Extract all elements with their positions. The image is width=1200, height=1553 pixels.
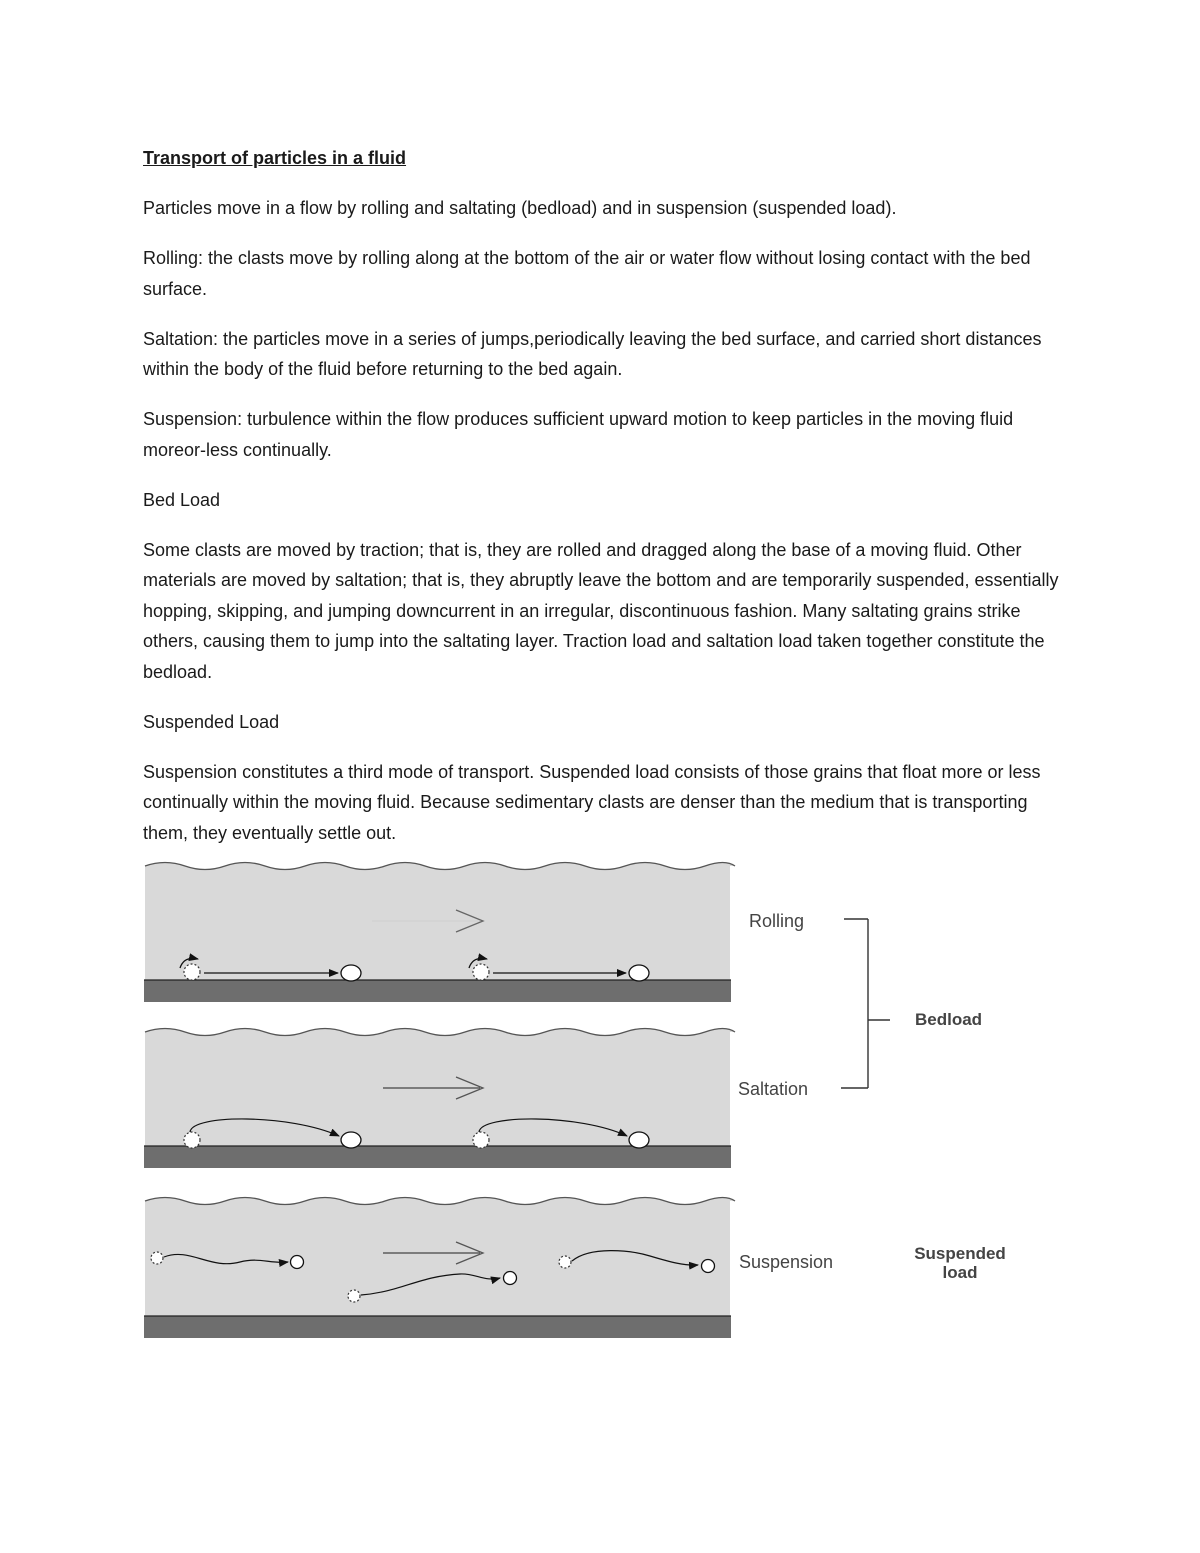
label-saltation: Saltation [738, 1079, 809, 1099]
transport-modes-figure [140, 852, 1040, 1347]
saltation-panel [144, 1029, 735, 1169]
suspension-panel [144, 1198, 735, 1339]
paragraph-bed-load: Some clasts are moved by traction; that is, they are rolled and dragged along the base of a moving fluid. Other materials are moved by saltation; that is, they abruptly leave the bottom and are temporarily suspended, essentially hopping, skipping, and jumping downcurrent in an irregular, discontinuous fashion. Many saltating grains strike others, causing them to jump into the saltating layer. Traction load and saltation load taken together constitute the bedload. [143, 539, 1059, 682]
paragraph-saltation: Saltation: the particles move in a series of jumps,periodically leaving the bed surface, and carried short distances within the body of the fluid before returning to the bed again. [143, 328, 1042, 379]
heading-bed-load: Bed Load [143, 489, 221, 510]
saltation-bed [144, 1146, 731, 1168]
label-suspended-load-line2: load [942, 1263, 978, 1282]
suspension-water-body [145, 1198, 735, 1317]
paragraph-intro: Particles move in a flow by rolling and saltating (bedload) and in suspension (suspended load). [143, 198, 897, 218]
paragraph-suspension: Suspension: turbulence within the flow produces sufficient upward motion to keep particles in the moving fluid moreor-less continually. [143, 409, 1014, 460]
rolling-bed [144, 980, 731, 1002]
label-rolling: Rolling [749, 911, 805, 931]
paragraph-rolling: Rolling: the clasts move by rolling along at the bottom of the air or water flow without losing contact with the bed surface. [143, 248, 1031, 299]
label-suspended-load-line1: Suspended [914, 1244, 1006, 1263]
document-title: Transport of particles in a fluid [143, 148, 407, 168]
suspension-bed [144, 1316, 731, 1338]
bedload-bracket [841, 919, 890, 1088]
paragraph-suspended-load: Suspension constitutes a third mode of transport. Suspended load consists of those grains that float more or less continually within the moving fluid. Because sedimentary clasts are denser than the medium that is transporting them, they eventually settle out. [143, 761, 1041, 843]
document-body [143, 143, 1063, 868]
heading-suspended-load: Suspended Load [143, 711, 280, 732]
saltation-water-body [145, 1029, 735, 1147]
rolling-panel [144, 863, 735, 1003]
transport-diagram [140, 852, 1040, 1342]
label-bedload: Bedload [915, 1010, 983, 1029]
label-suspension: Suspension [739, 1252, 834, 1272]
